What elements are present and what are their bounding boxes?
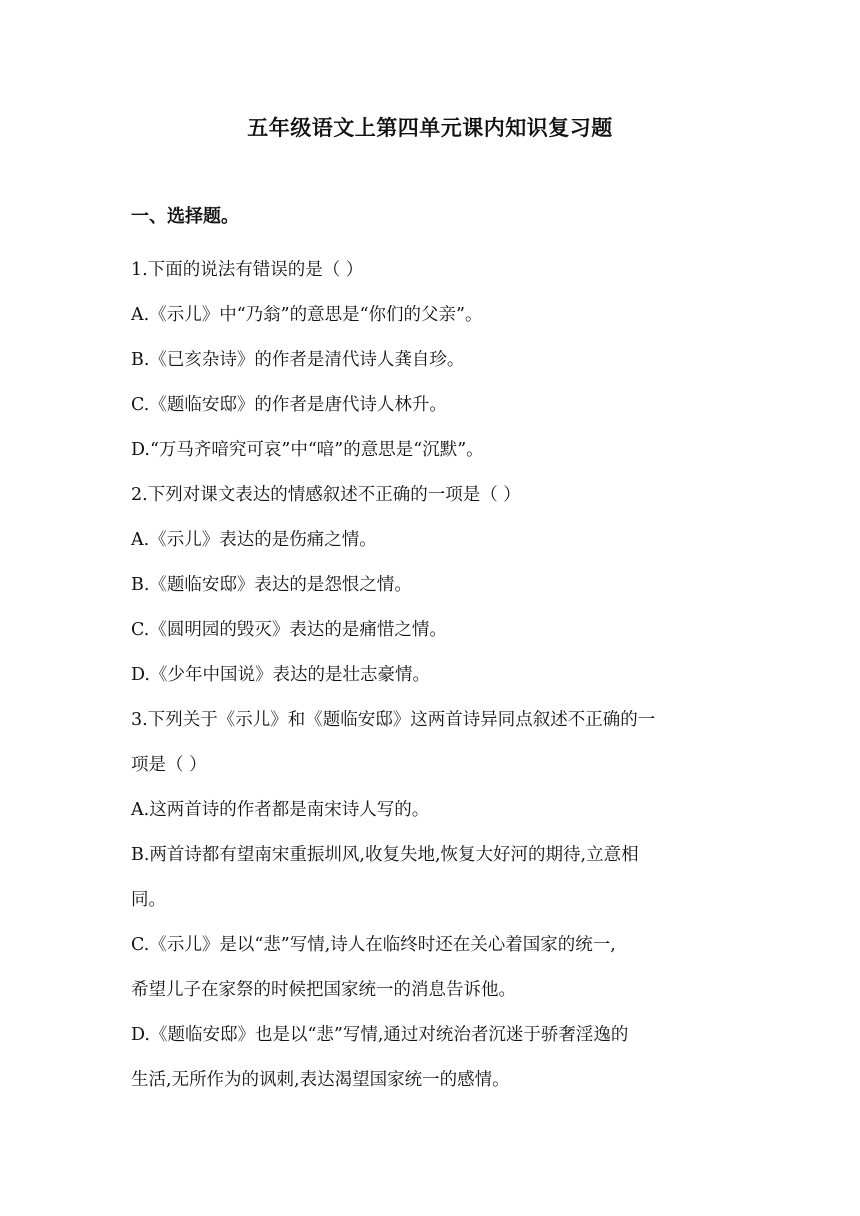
- question-3-option-c-line-2: 希望儿子在家祭的时候把国家统一的消息告诉他。: [131, 980, 516, 1000]
- question-1: [131, 248, 737, 473]
- question-1-stem: 1.下面的说法有错误的是（ ）: [131, 260, 364, 280]
- question-3-stem-line-2: 项是（ ）: [131, 755, 207, 775]
- question-1-option-b: B.《已亥杂诗》的作者是清代诗人龚自珍。: [131, 350, 465, 370]
- question-3-stem-line-1: 3.下列关于《示儿》和《题临安邸》这两首诗异同点叙述不正确的一: [131, 710, 656, 730]
- question-3-option-d-line-1: D.《题临安邸》也是以“悲”写情,通过对统治者沉迷于骄奢淫逸的: [131, 1025, 629, 1045]
- question-3-option-c-line-1: C.《示儿》是以“悲”写情,诗人在临终时还在关心着国家的统一,: [131, 935, 616, 955]
- question-1-option-c: C.《题临安邸》的作者是唐代诗人林升。: [131, 395, 447, 415]
- section-heading: 一、选择题。: [131, 206, 239, 227]
- question-2-option-d: D.《少年中国说》表达的是壮志豪情。: [131, 665, 430, 685]
- document-title: 五年级语文上第四单元课内知识复习题: [247, 116, 613, 140]
- question-3-option-d-line-2: 生活,无所作为的讽刺,表达渴望国家统一的感情。: [131, 1070, 510, 1090]
- question-3-option-b-line-1: B.两首诗都有望南宋重振圳风,收复失地,恢复大好河的期待,立意相: [131, 845, 639, 865]
- question-1-option-a: A.《示儿》中“乃翁”的意思是“你们的父亲”。: [131, 305, 483, 325]
- document-content: [131, 203, 737, 1103]
- question-3-option-b-line-2: 同。: [131, 890, 166, 910]
- question-3-option-a: A.这两首诗的作者都是南宋诗人写的。: [131, 800, 430, 820]
- question-2-option-b: B.《题临安邸》表达的是怨恨之情。: [131, 575, 412, 595]
- question-2: [131, 473, 737, 698]
- question-3: [131, 698, 737, 1103]
- question-2-stem: 2.下列对课文表达的情感叙述不正确的一项是（ ）: [131, 485, 521, 505]
- question-2-option-a: A.《示儿》表达的是伤痛之情。: [131, 530, 377, 550]
- question-1-option-d: D.“万马齐喑究可哀”中“喑”的意思是“沉默”。: [131, 440, 484, 460]
- question-2-option-c: C.《圆明园的毁灭》表达的是痛惜之情。: [131, 620, 447, 640]
